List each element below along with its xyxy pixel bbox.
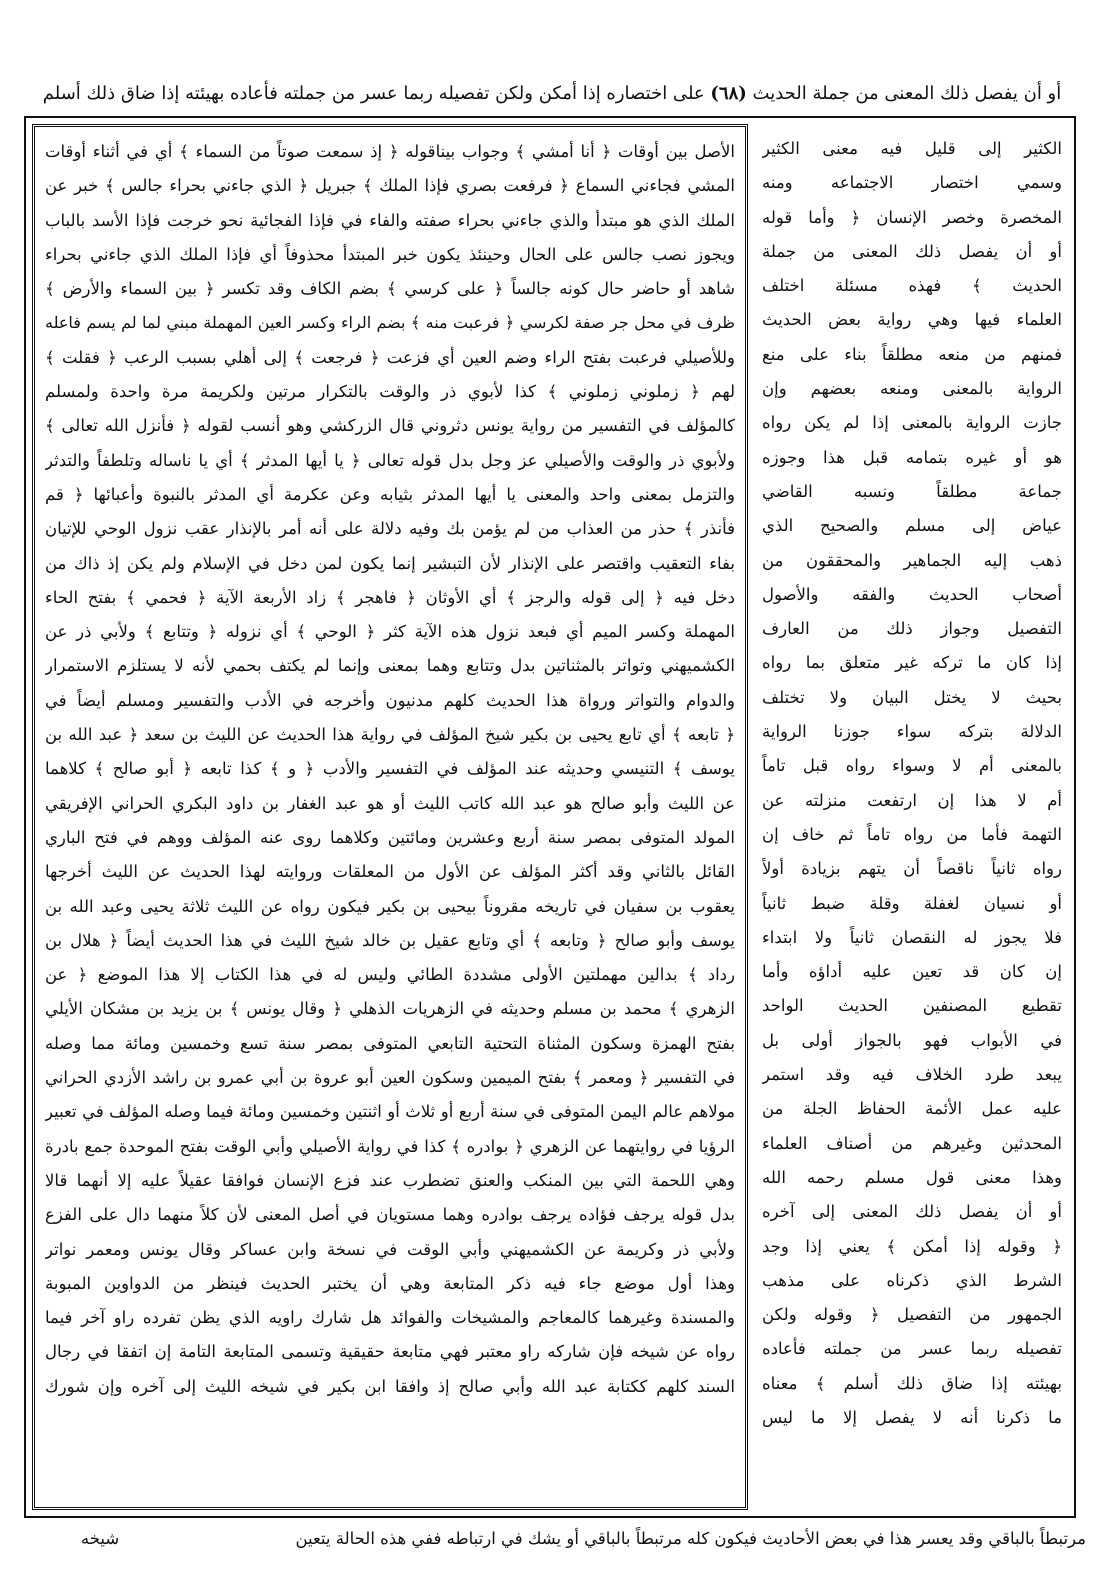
margin-text-line: أو أن يفصل ذلك المعنى من جملة: [762, 241, 1062, 261]
margin-text-line: ذهب إليه الجماهير والمحققون من: [762, 550, 1062, 570]
margin-text-line: في الأبواب فهو بالجواز أولى بل: [762, 1030, 1062, 1050]
main-text-line: الزهري ﴾ محمد بن مسلم وحديثه في الزهريات الذهلي ﴿ وقال يونس ﴾ بن يزيد بن مشكان الأيلي: [45, 999, 735, 1019]
main-text-line: وللأصيلي فرعبت بفتح الراء وضم العين أي فزعت ﴿ فرجعت ﴾ إلى أهلي بسبب الرعب ﴿ فقلت ﴾: [45, 347, 735, 367]
margin-text-line: إذا كان ما تركه غير متعلق بما رواه: [762, 653, 1062, 673]
main-text-line: ويجوز نصب جالس على الحال وحينئذ يكون خبر المبتدأ محذوفاً أي فإذا الملك الذي جاءني بحراء: [45, 244, 735, 264]
main-text-line: يوسف وأبو صالح ﴿ وتابعه ﴾ أي وتابع عقيل بن خالد شيخ الليث في هذا الحديث أيضاً ﴿ هلال بن: [45, 930, 735, 950]
main-text-line: المولد المتوفى بمصر سنة أربع وعشرين ومائتين وكلاهما روى عنه المؤلف ووهم في فتح الباري: [45, 827, 735, 847]
margin-text-line: الكثير إلى قليل فيه معنى الكثير: [762, 139, 1062, 158]
main-text-line: الكشميهني وتواتر بالمثناتين بدل وتتابع وهما بمعنى وإنما لم يكتف بحمي لأنه لا يستلزم الاستمرار: [45, 656, 735, 676]
margin-text-line: جازت الرواية بالمعنى إذا لم يكن رواه: [762, 413, 1062, 433]
margin-text-line: العلماء فيها وهي رواية بعض الحديث: [762, 310, 1062, 330]
main-text-line: والمسندة وغيرهما كالمعاجم والمشيخات والفوائد هل شارك راويه الذي يظن تفرده راو آخر فيما: [45, 1308, 735, 1328]
margin-text-line: الدلالة بتركه سواء جوزنا الرواية: [762, 722, 1062, 742]
main-text-line: بفاء التعقيب واقتصر على الإنذار لأن التبشير إنما يكون لمن دخل في الإسلام ولم يكن إذ ذاك من: [45, 553, 735, 573]
main-text-line: كالمؤلف في التفسير من رواية يونس دثروني قال الزركشي وهو أنسب لقوله ﴿ فأنزل الله تعالى ﴾: [45, 416, 735, 436]
margin-text-line: ما ذكرنا أنه لا يفصل إلا ما ليس: [762, 1407, 1062, 1427]
running-header: [18, 74, 1086, 114]
margin-text-line: المخصرة وخصر الإنسان ﴿ وأما قوله: [762, 207, 1062, 227]
main-text-line: مولاهم عالم اليمن المتوفى في سنة أربع أو ثلاث أو اثنتين وخمسين ومائة فيما وصله المؤلف في تعبير: [45, 1102, 735, 1122]
margin-text-line: أو نسيان لغفلة وقلة ضبط ثانياً: [762, 893, 1062, 913]
margin-text-line: أم لا هذا إن ارتفعت منزلته عن: [762, 790, 1062, 810]
margin-text-line: رواه ثانياً ناقصاً أن يتهم بزيادة أولاً: [762, 859, 1062, 879]
margin-text-line: وهذا معنى قول مسلم رحمه الله: [762, 1167, 1062, 1187]
margin-text-line: تقطيع المصنفين الحديث الواحد: [762, 996, 1062, 1016]
margin-text-line: بحيث لا يختل البيان ولا تختلف: [762, 687, 1062, 707]
main-text-line: الأصل بين أوقات ﴿ أنا أمشي ﴾ وجواب بيناقوله ﴿ إذ سمعت صوتاً من السماء ﴾ أي في أثناء أوقات: [45, 142, 735, 161]
main-text-line: بفتح الهمزة وسكون المثناة التحتية التابعي المتوفى بمصر سنة تسع وخمسين ومائة مما وصله: [45, 1033, 735, 1053]
header-right-text: أو أن يفصل ذلك المعنى من جملة الحديث: [752, 83, 1062, 104]
main-commentary-column: [32, 124, 748, 1510]
main-text-line: والدوام والتواتر ورواة هذا الحديث كلهم مدنيون وأخرجه في الأدب والتفسير ومسلم أيضاً في: [45, 690, 735, 710]
main-text-line: بدل قوله يرجف فؤاده يرجف بوادره وهما مستويان في أصل المعنى لأن كلاً منهما دال على الفزع: [45, 1205, 735, 1225]
main-text-line: لهم ﴿ زملوني زملوني ﴾ كذا لأبوي ذر والوقت بالتكرار مرتين ولكريمة مرة واحدة ولمسلم: [45, 382, 735, 402]
margin-commentary-column: [756, 124, 1068, 1510]
main-text-line: وهي اللحمة التي بين المنكب والعنق تضطرب عند فزع الإنسان فوافقا عقيلاً عليه إلا أنهما قالا: [45, 1170, 735, 1190]
margin-text-line: ﴿ وقوله إذا أمكن ﴾ يعني إذا وجد: [762, 1236, 1062, 1256]
main-text-line: رداد ﴾ بدالين مهملتين الأولى مشددة الطائي وليس له في هذا الكتاب إلا هذا الموضع ﴿ عن: [45, 965, 735, 985]
main-text-line: ولأبي ذر وكريمة عن الكشميهني وأبي الوقت في نسخة وابن عساكر وقال يونس ومعمر نواتر: [45, 1239, 735, 1259]
main-text-line: في التفسير ﴿ ومعمر ﴾ بفتح الميمين وسكون العين أبو عروة بن أبي عمرو بن راشد الأزدي الحراني: [45, 1068, 735, 1088]
main-text-line: ولأبوي ذر والوقت والأصيلي عز وجل بدل قوله تعالى ﴿ يا أيها المدثر ﴾ أي يا ناساله وتلطفاً والتدثر: [45, 450, 735, 470]
margin-text-line: عياض إلى مسلم والصحيح الذي: [762, 516, 1062, 536]
margin-text-line: بهيئته إذا ضاق ذلك أسلم ﴾ معناه: [762, 1373, 1062, 1393]
margin-text-line: الشرط الذي ذكرناه على مذهب: [762, 1270, 1062, 1290]
margin-text-line: المحدثين وغيرهم من أصناف العلماء: [762, 1133, 1062, 1153]
main-text-line: يعقوب بن سفيان في تاريخه مقروناً بيحيى بن بكير فيكون رواه عن الليث ثلاثة يحيى وعبد الله بن: [45, 896, 735, 916]
main-text-line: رواه عن شيخه فإن شاركه راو معتبر فهي متابعة حقيقية وتسمى المتابعة التامة إن اتفقا في رجال: [45, 1342, 735, 1362]
margin-text-line: عليه عمل الأئمة الحفاظ الجلة من: [762, 1099, 1062, 1119]
margin-text-line: جماعة مطلقاً ونسبه القاضي: [762, 481, 1062, 501]
margin-text-line: تفصيله ربما عسر من جملته فأعاده: [762, 1339, 1062, 1359]
margin-text-line: وسمي اختصار الاجتماعه ومنه: [762, 173, 1062, 193]
main-text-line: الملك الذي هو مبتدأ والذي جاءني بحراء صفته والفاء في فإذا الفجائية نحو خرجت فإذا الأسد بالباب: [45, 210, 735, 230]
main-text-line: المهملة وكسر الميم أي فبعد نزول هذه الآية كثر ﴿ الوحي ﴾ أي نزوله ﴿ وتتابع ﴾ ولأبي ذر عن: [45, 622, 735, 642]
main-text-line: يوسف ﴾ التنيسي وحديثه عند المؤلف في التفسير والأدب ﴿ و ﴾ كذا تابعه ﴿ أبو صالح ﴾ كلاهما: [45, 759, 735, 779]
main-text-line: فأنذر ﴾ حذر من العذاب من لم يؤمن بك وفيه دلالة على أنه أمر بالإنذار عقب نزول الوحي للإتيان: [45, 519, 735, 539]
main-text-line: الرؤيا في روايتهما عن الزهري ﴿ بوادره ﴾ كذا في رواية الأصيلي وأبي الوقت بفتح الموحدة جمع بادرة: [45, 1136, 735, 1156]
main-text-line: السند كلهم ككتابة عبد الله وأبي صالح إذ وافقا ابن بكير في شيخه الليث إلى آخره وإن شورك: [45, 1376, 735, 1396]
margin-text-line: بالمعنى أم لا وسواء رواه قبل تاماً: [762, 756, 1062, 776]
margin-text-line: هو أو غيره بتمامه قبل هذا وجوزه: [762, 447, 1062, 467]
main-text-line: القائل بالثاني وقد أكثر المؤلف عن الأول من المعلقات وروايته لهذا الحديث عن الليث أخرجها: [45, 862, 735, 882]
main-text-line: شاهد أو حاضر حال كونه جالساً ﴿ على كرسي ﴾ بضم الكاف وقد تكسر ﴿ بين السماء والأرض ﴾: [45, 279, 735, 299]
header-left-text: على اختصاره إذا أمكن ولكن تفصيله ربما عسر من جملته فأعاده بهيئته إذا ضاق ذلك أسلم: [42, 83, 705, 104]
footer-line: مرتبطاً بالباقي وقد يعسر هذا في بعض الأحاديث فيكون كله مرتبطاً بالباقي أو يشك في ارتباطه ففي هذه الحالة يتعين: [295, 1529, 1086, 1548]
margin-text-line: الرواية بالمعنى ومنعه بعضهم وإن: [762, 379, 1062, 399]
margin-text-line: أو أن يفصل ذلك المعنى إلى آخره: [762, 1202, 1062, 1222]
main-text-line: والتزمل بمعنى واحد والمعنى يا أيها المدثر بثيابه وعن عكرمة أي المدثر بالنبوة وأعبائها ﴿ قم: [45, 484, 735, 504]
margin-text-line: التفصيل وجواز ذلك من العارف: [762, 619, 1062, 639]
main-text-line: دخل فيه ﴿ إلى قوله والرجز ﴾ أي الأوثان ﴿ فاهجر ﴾ زاد الأربعة الآية ﴿ فحمي ﴾ بفتح الحاء: [45, 587, 735, 607]
margin-text-line: الجمهور من التفصيل ﴿ وقوله ولكن: [762, 1305, 1062, 1325]
catchword: شيخه: [80, 1529, 120, 1548]
margin-text-line: يبعد طرد الخلاف فيه وقد استمر: [762, 1065, 1062, 1085]
margin-text-line: فمنهم من منعه مطلقاً بناء على منع: [762, 344, 1062, 364]
margin-text-line: أصحاب الحديث والفقه والأصول: [762, 584, 1062, 604]
margin-text-line: التهمة فأما من رواه تاماً ثم خاف إن: [762, 824, 1062, 844]
margin-text-line: فلا يجوز له النقصان ثانياً ولا ابتداء: [762, 927, 1062, 947]
page-number: (٦٨): [710, 83, 747, 104]
margin-text-line: إن كان قد تعين عليه أداؤه وأما: [762, 962, 1062, 982]
main-text-line: ﴿ تابعه ﴾ أي تابع يحيى بن بكير شيخ المؤلف في رواية هذا الحديث عن الليث بن سعد ﴿ عبد الله بن: [45, 725, 735, 745]
main-text-line: ظرف في محل جر صفة لكرسي ﴿ فرعبت منه ﴾ بضم الراء وكسر العين المهملة مبني لما لم يسم فاعله: [45, 313, 735, 333]
main-text-line: المشي فجاءني السماع ﴿ فرفعت بصري فإذا الملك ﴾ جبريل ﴿ الذي جاءني بحراء جالس ﴾ خبر عن: [45, 176, 735, 196]
main-text-line: وهذا أول موضع جاء فيه ذكر المتابعة وهي أن يختبر الحديث فينظر من الدواوين المبوبة: [45, 1273, 735, 1293]
margin-text-line: الحديث ﴾ فهذه مسئلة اختلف: [762, 276, 1062, 296]
main-text-line: عن الليث وأبو صالح هو عبد الله كاتب الليث أو هو عبد الغفار بن داود البكري الحراني الإفريقي: [45, 793, 735, 813]
